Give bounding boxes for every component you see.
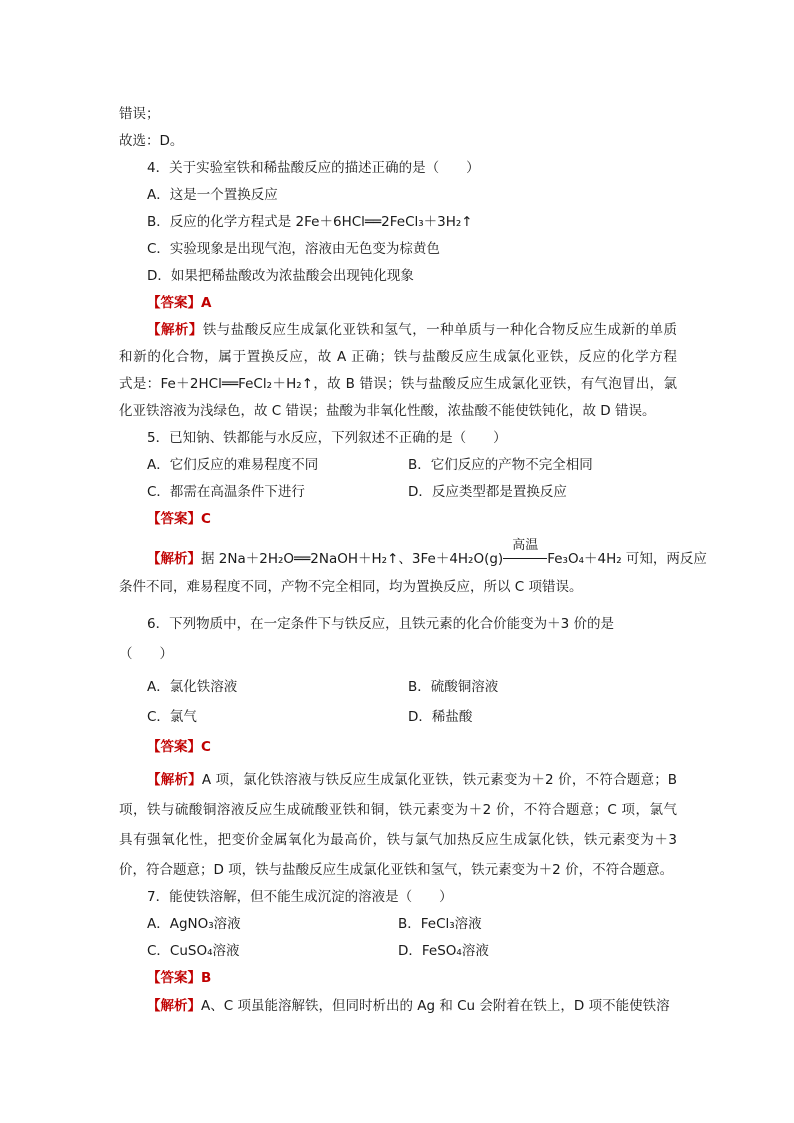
q4-analysis-line-2: 和新的化合物，属于置换反应，故 A 正确；铁与盐酸反应生成氯化亚铁，反应的化学方程 <box>119 349 677 365</box>
q6-option-b: B．硫酸铜溶液 <box>408 679 499 695</box>
q4-analysis-line-4: 化亚铁溶液为浅绿色，故 C 错误；盐酸为非氧化性酸，浓盐酸不能使铁钝化，故 D 错误。 <box>119 403 656 419</box>
answer-value: B <box>201 970 212 986</box>
q7-option-a: A．AgNO₃溶液 <box>147 916 241 932</box>
q5-option-c: C．都需在高温条件下进行 <box>147 484 305 500</box>
q7-answer <box>147 968 211 988</box>
q4-stem: 4．关于实验室铁和稀盐酸反应的描述正确的是（ ） <box>147 160 480 176</box>
q7-option-b: B．FeCl₃溶液 <box>398 916 482 932</box>
analysis-label: 【解析】 <box>147 551 201 567</box>
equation-line <box>503 558 547 559</box>
q7-analysis-line-1 <box>147 996 670 1016</box>
analysis-equation-1: 据 2Na＋2H₂O══2NaOH＋H₂↑、3Fe＋4H₂O(g) <box>201 551 504 567</box>
q6-option-d: D．稀盐酸 <box>408 709 473 725</box>
prev-analysis-tail: 错误； <box>119 106 160 122</box>
answer-label: 【答案】 <box>147 511 201 527</box>
analysis-text: A、C 项虽能溶解铁，但同时析出的 Ag 和 Cu 会附着在铁上，D 项不能使铁溶 <box>201 998 670 1014</box>
analysis-text: A 项，氯化铁溶液与铁反应生成氯化亚铁，铁元素变为＋2 价，不符合题意；B <box>201 772 678 788</box>
q5-analysis-line-2: 条件不同，难易程度不同，产物不完全相同，均为置换反应，所以 C 项错误。 <box>119 579 583 595</box>
q6-stem: 6．下列物质中，在一定条件下与铁反应，且铁元素的化合价能变为＋3 价的是 <box>147 616 614 632</box>
q6-option-a: A．氯化铁溶液 <box>147 679 238 695</box>
answer-value: C <box>201 511 211 527</box>
analysis-label: 【解析】 <box>147 998 201 1014</box>
q6-analysis-line-3: 具有强氧化性，把变价金属氧化为最高价，铁与氯气加热反应生成氯化铁，铁元素变为＋3 <box>119 832 677 848</box>
q5-stem: 5．已知钠、铁都能与水反应，下列叙述不正确的是（ ） <box>147 430 507 446</box>
q5-option-b: B．它们反应的产物不完全相同 <box>408 457 593 473</box>
analysis-text: 铁与盐酸反应生成氯化亚铁和氢气，一种单质与一种化合物反应生成新的单质 <box>202 322 678 338</box>
analysis-label: 【解析】 <box>147 322 203 338</box>
q5-answer <box>147 509 211 529</box>
q6-paren: （ ） <box>119 646 173 662</box>
q4-option-b: B．反应的化学方程式是 2Fe＋6HCl══2FeCl₃＋3H₂↑ <box>147 214 473 230</box>
answer-label: 【答案】 <box>147 970 201 986</box>
q4-analysis-line-3: 式是：Fe＋2HCl══FeCl₂＋H₂↑，故 B 错误；铁与盐酸反应生成氯化亚铁，有气泡冒出，氯 <box>119 376 677 392</box>
answer-value: A <box>201 295 212 311</box>
q4-option-d: D．如果把稀盐酸改为浓盐酸会出现钝化现象 <box>147 268 414 284</box>
q7-option-c: C．CuSO₄溶液 <box>147 943 240 959</box>
reaction-condition-label: 高温 <box>512 538 539 553</box>
answer-label: 【答案】 <box>147 295 201 311</box>
q4-analysis-line-1 <box>147 320 677 340</box>
q5-option-d: D．反应类型都是置换反应 <box>408 484 567 500</box>
q7-option-d: D．FeSO₄溶液 <box>398 943 489 959</box>
q4-answer <box>147 293 211 313</box>
q5-analysis-line-1 <box>147 538 707 569</box>
q7-stem: 7．能使铁溶解，但不能生成沉淀的溶液是（ ） <box>147 889 453 905</box>
analysis-label: 【解析】 <box>147 772 202 788</box>
q6-analysis-line-2: 项，铁与硫酸铜溶液反应生成硫酸亚铁和铜，铁元素变为＋2 价，不符合题意；C 项，氯气 <box>119 802 677 818</box>
q6-analysis-line-4: 价，符合题意；D 项，铁与盐酸反应生成氯化亚铁和氢气，铁元素变为＋2 价，不符合题意。 <box>119 862 674 878</box>
q4-option-a: A．这是一个置换反应 <box>147 187 278 203</box>
analysis-equation-2: Fe₃O₄＋4H₂ 可知，两反应 <box>547 551 707 567</box>
answer-value: C <box>201 739 211 755</box>
q6-analysis-line-1 <box>147 770 677 790</box>
q6-option-c: C．氯气 <box>147 709 197 725</box>
q6-answer <box>147 737 211 757</box>
q4-option-c: C．实验现象是出现气泡，溶液由无色变为棕黄色 <box>147 241 440 257</box>
prev-conclusion: 故选：D。 <box>119 133 184 149</box>
answer-label: 【答案】 <box>147 739 201 755</box>
reaction-condition-arrow <box>503 538 547 569</box>
q5-option-a: A．它们反应的难易程度不同 <box>147 457 319 473</box>
